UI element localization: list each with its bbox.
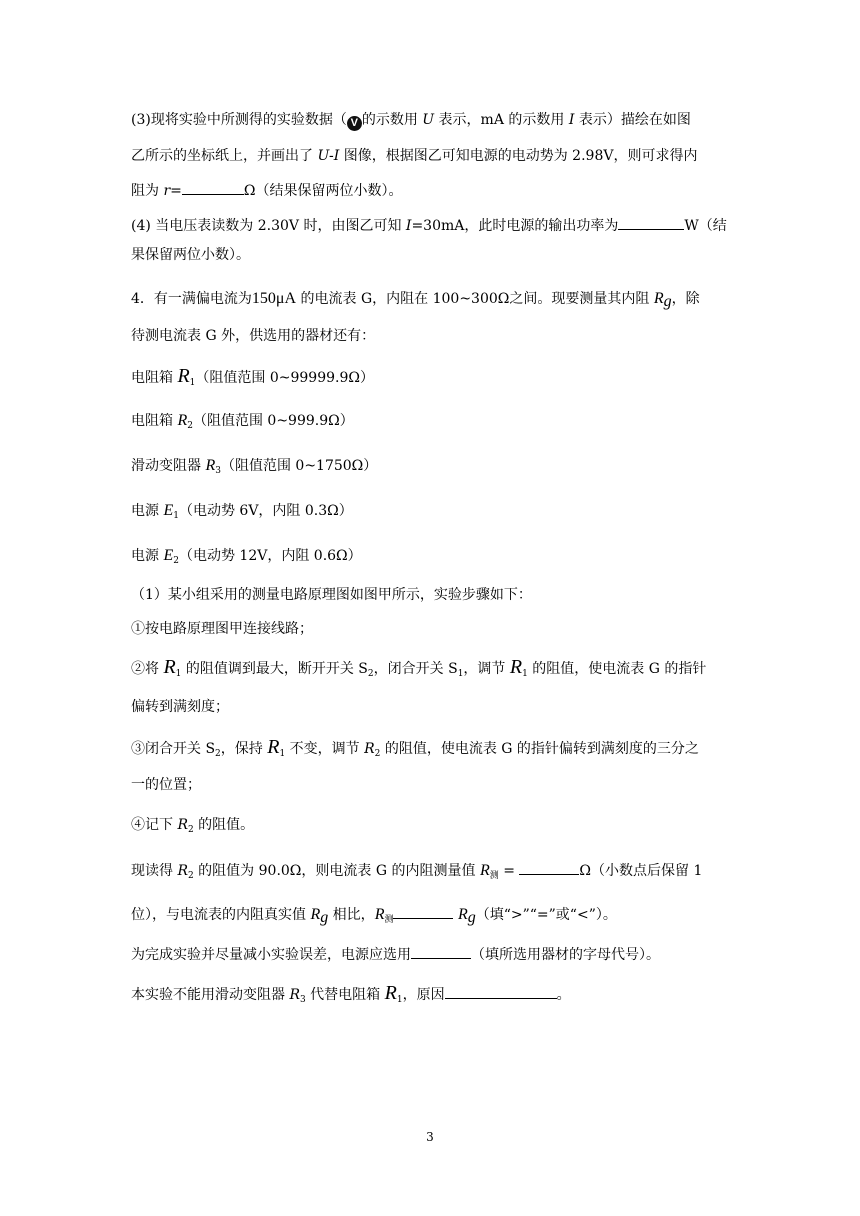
result-line1: 现读得 $R_2$ 的阻值为 90.0Ω，则电流表 G 的内阻测量值 $R_测 = \Omega$（小数点后保留 1 xyxy=(131,862,703,881)
step-4: ④记下 $R_2$ 的阻值。 xyxy=(131,817,255,835)
question-power-source: 为完成实验并尽量减小实验误差，电源应选用 （填所选用器材的字母代号）。 xyxy=(131,944,660,965)
answer-blank-source[interactable] xyxy=(411,944,471,959)
answer-blank-r[interactable] xyxy=(182,180,244,195)
answer-blank-compare[interactable] xyxy=(393,904,453,919)
answer-blank-rmeasured[interactable] xyxy=(519,860,579,875)
question4-line2: 待测电流表 G 外，供选用的器材还有： xyxy=(131,328,376,344)
step-3-line1: ③闭合开关 $S_2$，保持 $R_1$ 不变，调节 $R_2$ 的阻值，使电流表 G 的指针偏转到满刻度的三分之 xyxy=(131,736,699,759)
result-line2: 位），与电流表的内阻真实值 $R_g$ 相比，$R_测$ $R_g$（填“>”“=”或“<”）。 xyxy=(131,906,617,926)
answer-blank-reason[interactable] xyxy=(445,984,557,999)
part4-line2: 果保留两位小数）。 xyxy=(131,247,250,263)
equipment-item-e2: 电源 $E_2$（电动势 12V，内阻 0.6Ω） xyxy=(131,547,362,566)
question4-line1: 4．有一满偏电流为150μA 的电流表 G，内阻在 100~300Ω之间。现要测量其内阻 $R_g$，除 xyxy=(131,290,700,310)
step-3-line2: 一的位置； xyxy=(131,777,201,793)
step-1: ①按电路原理图甲连接线路； xyxy=(131,621,313,637)
equipment-item-e1: 电源 $E_1$（电动势 6V，内阻 0.3Ω） xyxy=(131,502,353,521)
equipment-item-r1: 电阻箱 $R_1$（阻值范围 0~99999.9Ω） xyxy=(131,365,374,388)
part1-intro: （1）某小组采用的测量电路原理图如图甲所示，实验步骤如下： xyxy=(131,587,532,603)
part3-line3: 阻为 r= Ω（结果保留两位小数）。 xyxy=(131,180,403,201)
equipment-item-r2: 电阻箱 $R_2$（阻值范围 0~999.9Ω） xyxy=(131,412,354,431)
part3-line1: (3)现将实验中所测得的实验数据（ V 的示数用 U 表示，mA 的示数用 I 表示）描绘在如图 xyxy=(131,112,691,129)
equipment-item-r3: 滑动变阻器 $R_3$（阻值范围 0~1750Ω） xyxy=(131,457,378,476)
part3-line2: 乙所示的坐标纸上，并画出了 U-I 图像，根据图乙可知电源的电动势为 2.98V，则可求得内 xyxy=(131,148,698,164)
step-2-line2: 偏转到满刻度； xyxy=(131,699,229,715)
page-number: 3 xyxy=(426,1130,434,1144)
voltmeter-icon: V xyxy=(347,116,362,131)
answer-blank-power[interactable] xyxy=(618,215,684,230)
step-2-line1: ②将 $R_1$ 的阻值调到最大，断开开关 $S_2$，闭合开关 $S_1$，调节 $R_1$ 的阻值，使电流表 G 的指针 xyxy=(131,656,707,679)
question-reason: 本实验不能用滑动变阻器 $R_3$ 代替电阻箱 $R_1$，原因 。 xyxy=(131,982,571,1005)
part4-line1: (4) 当电压表读数为 2.30V 时，由图乙可知 I=30mA，此时电源的输出功率为 W（结 xyxy=(131,215,727,236)
